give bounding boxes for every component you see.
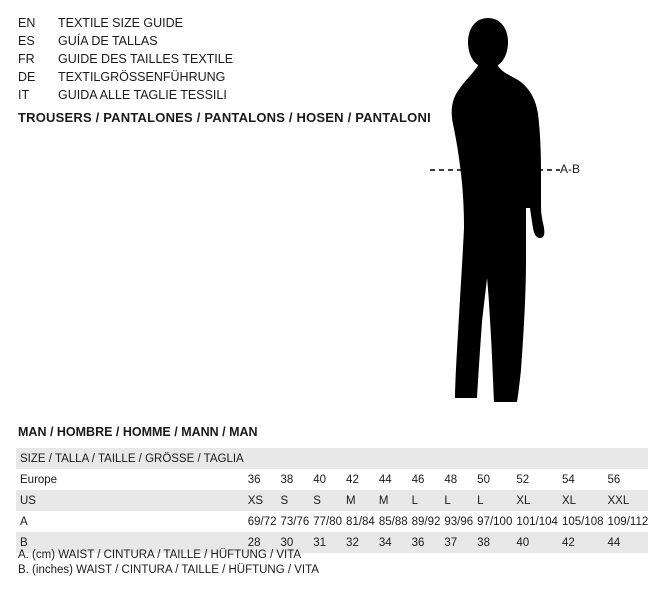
cell: 44 — [604, 532, 648, 553]
row-label: Europe — [20, 473, 58, 486]
cell: 36 — [408, 532, 441, 553]
cell — [558, 448, 604, 469]
cell — [244, 448, 277, 469]
cell: 50 — [477, 473, 490, 486]
cell: M — [342, 490, 375, 511]
section-title: TROUSERS / PANTALONES / PANTALONS / HOSEN / PANTALONI — [18, 110, 431, 125]
table-row — [16, 511, 648, 532]
table-row — [16, 469, 648, 490]
language-list — [18, 14, 418, 104]
cell: L — [440, 490, 473, 511]
cell: S — [309, 490, 342, 511]
language-row — [18, 86, 418, 104]
cell: 34 — [375, 532, 408, 553]
language-code: DE — [18, 70, 36, 84]
cell: 38 — [473, 532, 512, 553]
cell: 31 — [309, 532, 342, 553]
table-row — [16, 448, 648, 469]
language-title: GUÍA DE TALLAS — [58, 34, 158, 48]
cell: 56 — [607, 473, 621, 486]
cell — [276, 448, 309, 469]
cell: 101/104 — [516, 515, 558, 528]
cell: XXL — [604, 490, 648, 511]
cell: 52 — [516, 473, 530, 486]
cell: S — [276, 490, 309, 511]
language-code: EN — [18, 16, 36, 30]
measure-label-ab: A-B — [560, 162, 581, 176]
cell: 28 — [244, 532, 277, 553]
cell — [604, 448, 648, 469]
row-label: B — [16, 532, 244, 553]
language-title: TEXTILGRÖSSENFÜHRUNG — [58, 70, 226, 84]
cell: 97/100 — [477, 515, 513, 528]
row-label: SIZE / TALLA / TAILLE / GRÖSSE / TAGLIA — [16, 448, 244, 469]
table-title: MAN / HOMBRE / HOMME / MANN / MAN — [18, 425, 258, 439]
cell — [342, 448, 375, 469]
row-label: US — [16, 490, 244, 511]
footnote-a: A. (cm) WAIST / CINTURA / TAILLE / HÜFTUNG / VITA — [18, 549, 302, 561]
language-row — [18, 32, 418, 50]
cell: 85/88 — [378, 515, 408, 528]
language-row — [18, 14, 418, 32]
table-row — [16, 490, 648, 511]
cell: 42 — [558, 532, 604, 553]
cell — [473, 448, 512, 469]
cell: 81/84 — [346, 515, 375, 528]
language-title: GUIDA ALLE TAGLIE TESSILI — [58, 88, 227, 102]
cell: 48 — [444, 473, 458, 486]
size-table — [16, 448, 648, 553]
cell: 69/72 — [247, 515, 277, 528]
cell: 105/108 — [561, 515, 604, 528]
cell: 38 — [280, 473, 294, 486]
cell: 77/80 — [313, 515, 343, 528]
language-title: GUIDE DES TAILLES TEXTILE — [58, 52, 234, 66]
cell: 32 — [342, 532, 375, 553]
cell — [375, 448, 408, 469]
cell: XS — [244, 490, 277, 511]
cell: 73/76 — [280, 515, 310, 528]
cell: 54 — [561, 473, 575, 486]
cell: 37 — [440, 532, 473, 553]
cell: L — [408, 490, 441, 511]
cell: 36 — [247, 473, 261, 486]
cell: 89/92 — [411, 515, 441, 528]
cell: 30 — [276, 532, 309, 553]
cell — [408, 448, 441, 469]
cell: 42 — [346, 473, 359, 486]
footnote-b: B. (inches) WAIST / CINTURA / TAILLE / HÜFTUNG / VITA — [18, 564, 319, 576]
cell: XL — [558, 490, 604, 511]
language-code: FR — [18, 52, 35, 66]
language-code: ES — [18, 34, 35, 48]
cell — [440, 448, 473, 469]
cell: 44 — [378, 473, 392, 486]
language-row — [18, 50, 418, 68]
language-row — [18, 68, 418, 86]
body-figure — [408, 10, 598, 410]
cell: XL — [512, 490, 558, 511]
cell: 40 — [512, 532, 558, 553]
cell: M — [375, 490, 408, 511]
language-code: IT — [18, 88, 30, 102]
cell: 46 — [411, 473, 425, 486]
cell — [512, 448, 558, 469]
language-title: TEXTILE SIZE GUIDE — [58, 16, 184, 30]
cell: L — [473, 490, 512, 511]
cell: 93/96 — [444, 515, 474, 528]
cell — [309, 448, 342, 469]
footnotes — [18, 548, 319, 578]
male-silhouette-icon — [408, 10, 598, 410]
cell: 40 — [313, 473, 327, 486]
cell: 109/112 — [607, 515, 648, 528]
row-label: A — [20, 515, 28, 528]
